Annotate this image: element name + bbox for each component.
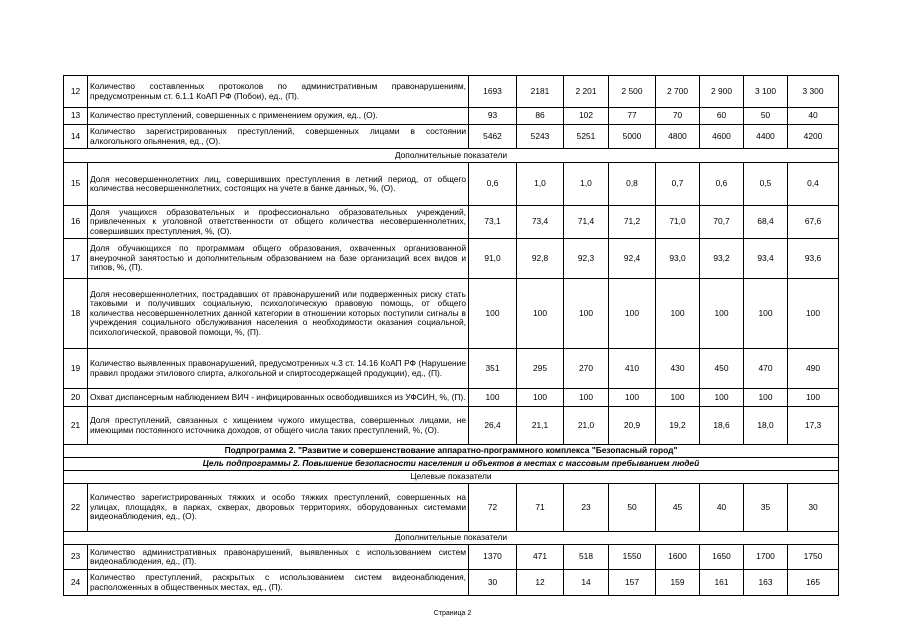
section-heading: Дополнительные показатели [64,149,839,163]
indicator-value: 72 [469,484,517,532]
row-number: 19 [64,349,88,389]
indicator-value: 0,6 [700,163,744,206]
indicator-value: 0,5 [744,163,788,206]
table-row [64,407,839,445]
indicator-value: 100 [517,389,564,407]
indicator-value: 100 [609,279,656,349]
indicator-value: 157 [609,570,656,596]
indicator-value: 100 [517,279,564,349]
section-heading: Целевые показатели [64,471,839,484]
subprogram-title-row [64,445,839,458]
indicator-value: 430 [656,349,700,389]
indicator-value: 1550 [609,545,656,570]
page-number: Страница 2 [433,610,472,617]
indicator-description: Количество преступлений, совершенных с применением оружия, ед., (О). [88,108,469,125]
row-number: 14 [64,125,88,149]
indicator-value: 40 [788,108,839,125]
section-heading-row [64,471,839,484]
indicator-value: 14 [564,570,609,596]
indicator-value: 93,4 [744,239,788,279]
indicator-value: 2 900 [700,76,744,108]
indicator-value: 1,0 [517,163,564,206]
indicator-value: 100 [469,389,517,407]
row-number: 17 [64,239,88,279]
indicator-value: 18,6 [700,407,744,445]
table-row [64,125,839,149]
indicator-value: 4200 [788,125,839,149]
indicator-value: 100 [700,389,744,407]
indicator-value: 5243 [517,125,564,149]
subprogram-goal-row [64,458,839,471]
indicator-value: 73,1 [469,206,517,239]
indicator-value: 2181 [517,76,564,108]
indicator-description: Количество зарегистрированных тяжких и особо тяжких преступлений, совершенных на улицах, площадях, в парках, скверах, дворовых территориях, оборудованных системами видеонаблюдения, ед., (О). [88,484,469,532]
indicator-value: 351 [469,349,517,389]
table-row [64,570,839,596]
indicator-description: Количество преступлений, раскрытых с использованием систем видеонаблюдения, расположенных в общественных местах, ед., (П). [88,570,469,596]
indicator-value: 471 [517,545,564,570]
indicator-value: 5251 [564,125,609,149]
indicator-description: Количество составленных протоколов по административным правонарушениям, предусмотренным ст. 6.1.1 КоАП РФ (Побои), ед., (П). [88,76,469,108]
section-heading-row [64,532,839,545]
indicator-value: 35 [744,484,788,532]
indicator-value: 100 [609,389,656,407]
table-row [64,239,839,279]
indicator-value: 30 [469,570,517,596]
indicator-value: 70,7 [700,206,744,239]
indicator-value: 4400 [744,125,788,149]
indicator-value: 3 100 [744,76,788,108]
indicator-value: 17,3 [788,407,839,445]
indicator-value: 93,6 [788,239,839,279]
indicator-value: 50 [609,484,656,532]
indicator-value: 2 700 [656,76,700,108]
indicator-value: 450 [700,349,744,389]
table-row [64,389,839,407]
indicator-value: 92,4 [609,239,656,279]
table-row [64,76,839,108]
indicator-value: 93 [469,108,517,125]
row-number: 15 [64,163,88,206]
indicator-value: 60 [700,108,744,125]
subprogram-title: Подпрограмма 2. "Развитие и совершенствование аппаратно-программного комплекса "Безопасный город" [64,445,839,458]
indicator-value: 2 201 [564,76,609,108]
indicator-value: 5000 [609,125,656,149]
indicator-value: 1,0 [564,163,609,206]
indicator-value: 100 [788,279,839,349]
indicator-value: 0,8 [609,163,656,206]
indicator-value: 23 [564,484,609,532]
indicator-value: 45 [656,484,700,532]
indicator-value: 1650 [700,545,744,570]
row-number: 13 [64,108,88,125]
indicator-description: Доля обучающихся по программам общего образования, охваченных организованной внеурочной занятостью и дополнительным образованием на базе организаций всех видов и типов, %, (П). [88,239,469,279]
row-number: 22 [64,484,88,532]
indicator-value: 100 [700,279,744,349]
indicator-description: Доля преступлений, связанных с хищением чужого имущества, совершенных лицами, не имеющими постоянного источника доходов, от общего числа таких преступлений, %, (О). [88,407,469,445]
table-row [64,108,839,125]
indicator-value: 1370 [469,545,517,570]
indicator-value: 1750 [788,545,839,570]
indicator-value: 71,0 [656,206,700,239]
indicator-value: 100 [744,389,788,407]
indicator-description: Охват диспансерным наблюдением ВИЧ - инфицированных освободившихся из УФСИН, %, (П). [88,389,469,407]
indicator-description: Доля несовершеннолетних, пострадавших от правонарушений или подверженных риску стать таковыми и получивших социальную, психологическую правовую помощь, от общего количества несовершеннолетних данной категории в отношении которых поступили сигналы в учреждения социального обслуживания населения о необходимости оказания социальной, психологической, правовой помощи, %, (П). [88,279,469,349]
indicator-value: 92,3 [564,239,609,279]
indicator-value: 410 [609,349,656,389]
indicator-value: 20,9 [609,407,656,445]
indicator-value: 71,2 [609,206,656,239]
indicators-table [63,75,839,596]
indicator-value: 100 [564,279,609,349]
indicator-value: 1700 [744,545,788,570]
indicator-value: 490 [788,349,839,389]
indicator-description: Доля учащихся образовательных и профессионально образовательных учреждений, привлеченных к уголовной ответственности от общего количества несовершеннолетних, совершивших преступления, %, (О). [88,206,469,239]
indicator-value: 518 [564,545,609,570]
table-row [64,206,839,239]
row-number: 16 [64,206,88,239]
indicator-value: 21,1 [517,407,564,445]
indicator-value: 40 [700,484,744,532]
indicator-value: 1600 [656,545,700,570]
indicator-value: 100 [656,279,700,349]
subprogram-goal: Цель подпрограммы 2. Повышение безопасности населения и объектов в местах с массовым пребыванием людей [64,458,839,471]
indicator-value: 165 [788,570,839,596]
table-row [64,484,839,532]
indicator-value: 77 [609,108,656,125]
table-row [64,349,839,389]
section-heading-row [64,149,839,163]
indicator-value: 159 [656,570,700,596]
indicator-description: Количество зарегистрированных преступлений, совершенных лицами в состоянии алкогольного опьянения, ед., (О). [88,125,469,149]
row-number: 24 [64,570,88,596]
table-row [64,163,839,206]
row-number: 21 [64,407,88,445]
indicator-value: 295 [517,349,564,389]
indicator-value: 0,7 [656,163,700,206]
indicator-value: 26,4 [469,407,517,445]
indicators-table-body [64,76,839,596]
indicator-value: 73,4 [517,206,564,239]
indicator-value: 1693 [469,76,517,108]
indicator-value: 30 [788,484,839,532]
indicator-value: 5462 [469,125,517,149]
indicator-value: 102 [564,108,609,125]
indicator-value: 100 [656,389,700,407]
indicator-value: 71 [517,484,564,532]
indicator-value: 67,6 [788,206,839,239]
table-row [64,279,839,349]
indicator-description: Доля несовершеннолетних лиц, совершивших преступления в летний период, от общего количества несовершеннолетних, состоящих на учете в банке данных, %, (О). [88,163,469,206]
indicator-value: 21,0 [564,407,609,445]
row-number: 23 [64,545,88,570]
indicator-value: 3 300 [788,76,839,108]
row-number: 18 [64,279,88,349]
indicator-value: 70 [656,108,700,125]
indicator-value: 19,2 [656,407,700,445]
indicator-value: 2 500 [609,76,656,108]
indicator-value: 100 [564,389,609,407]
row-number: 12 [64,76,88,108]
indicator-value: 0,4 [788,163,839,206]
row-number: 20 [64,389,88,407]
indicator-value: 71,4 [564,206,609,239]
indicator-value: 12 [517,570,564,596]
section-heading: Дополнительные показатели [64,532,839,545]
indicator-value: 0,6 [469,163,517,206]
indicator-value: 4600 [700,125,744,149]
indicator-value: 86 [517,108,564,125]
indicator-value: 270 [564,349,609,389]
indicator-value: 93,0 [656,239,700,279]
indicator-value: 68,4 [744,206,788,239]
indicator-value: 93,2 [700,239,744,279]
indicator-value: 91,0 [469,239,517,279]
indicator-value: 50 [744,108,788,125]
table-row [64,545,839,570]
indicator-value: 470 [744,349,788,389]
indicator-value: 163 [744,570,788,596]
indicator-value: 92,8 [517,239,564,279]
indicator-value: 18,0 [744,407,788,445]
indicator-value: 100 [788,389,839,407]
indicator-value: 161 [700,570,744,596]
indicator-description: Количество административных правонарушений, выявленных с использованием систем видеонаблюдения, ед., (П). [88,545,469,570]
indicator-value: 100 [469,279,517,349]
indicator-value: 4800 [656,125,700,149]
indicator-description: Количество выявленных правонарушений, предусмотренных ч.3 ст. 14.16 КоАП РФ (Нарушение правил продажи этилового спирта, алкогольной и спиртосодержащей продукции), ед., (П). [88,349,469,389]
indicator-value: 100 [744,279,788,349]
